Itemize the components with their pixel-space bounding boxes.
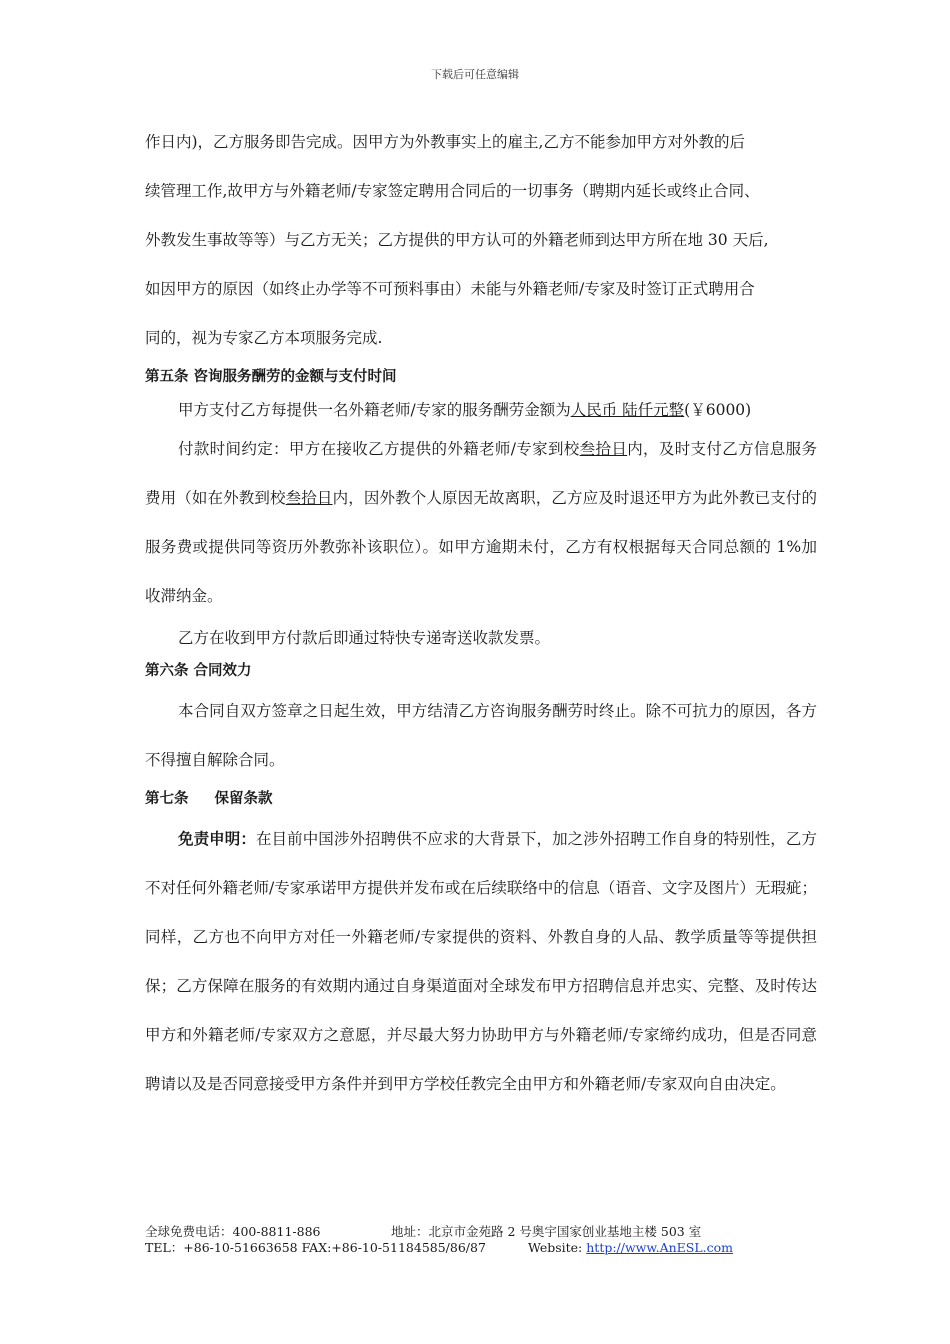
disclaimer-label: 免责申明： (178, 830, 256, 848)
line: 如因甲方的原因（如终止办学等不可预料事由）未能与外籍老师/专家及时签订正式聘用合 (145, 280, 755, 298)
invoice-paragraph: 乙方在收到甲方付款后即通过特快专递寄送收款发票。 (178, 629, 551, 647)
page-footer (145, 1224, 825, 1256)
footer-tel-fax: TEL：+86-10-51663658 FAX:+86-10-51184585/86/87 (145, 1240, 486, 1255)
paragraph-continued (145, 118, 817, 363)
document-body (145, 118, 817, 1109)
line: 外教发生事故等等）与乙方无关；乙方提供的甲方认可的外籍老师到达甲方所在地 30 天后, (145, 231, 769, 249)
payment-days: 叁拾日 (579, 440, 628, 458)
article-5-title: 第五条 咨询服务酬劳的金额与支付时间 (145, 369, 397, 385)
footer-website-link[interactable]: http://www.AnESL.com (586, 1240, 733, 1255)
payment-text: 付款时间约定：甲方在接收乙方提供的外籍老师/专家到校 (178, 440, 580, 458)
line: 作日内)，乙方服务即告完成。因甲方为外教事实上的雇主,乙方不能参加甲方对外教的后 (145, 133, 745, 151)
disclaimer-body: 在目前中国涉外招聘供不应求的大背景下，加之涉外招聘工作自身的特别性，乙方不对任何外籍老师/专家承诺甲方提供并发布或在后续联络中的信息（语音、文字及图片）无瑕疵；同样，乙方也不向甲方对任一外籍老师/专家提供的资料、外教自身的人品、教学质量等等提供担保；乙方保障在服务的有效期内通过自身渠道面对全球发布甲方招聘信息并忠实、完整、及时传达甲方和外籍老师/专家双方之意愿，并尽最大努力协助甲方与外籍老师/专家缔约成功，但是否同意聘请以及是否同意接受甲方条件并到甲方学校任教完全由甲方和外籍老师/专家双向自由决定。 (145, 830, 817, 1093)
contract-validity-paragraph: 本合同自双方签章之日起生效，甲方结清乙方咨询服务酬劳时终止。除不可抗力的原因，各方不得擅自解除合同。 (145, 702, 817, 769)
footer-phone: 全球免费电话：400-8811-886 (145, 1224, 321, 1239)
line: 续管理工作,故甲方与外籍老师/专家签定聘用合同后的一切事务（聘期内延长或终止合同、 (145, 182, 760, 200)
footer-website-label: Website: (528, 1240, 587, 1255)
page-header: 下载后可任意编辑 (431, 68, 519, 81)
payment-text: 内，及时支付乙方信息服务费用（如在外教到校 (145, 440, 817, 507)
payment-days-refund: 叁拾日 (285, 489, 333, 507)
article-7-name: 保留条款 (214, 791, 273, 807)
payment-terms-paragraph (145, 425, 817, 621)
fee-amount-paragraph (145, 395, 817, 425)
article-7-title (145, 789, 817, 809)
article-6-title: 第六条 合同效力 (145, 663, 252, 679)
footer-address: 地址：北京市金苑路 2 号奥宇国家创业基地主楼 503 室 (391, 1224, 702, 1239)
disclaimer-paragraph (145, 815, 817, 1109)
fee-amount-figure: (￥6000) (684, 401, 752, 419)
article-7-number: 第七条 (145, 791, 189, 807)
fee-amount-value: 人民币 陆仟元整 (570, 401, 685, 419)
fee-amount-text: 甲方支付乙方每提供一名外籍老师/专家的服务酬劳金额为 (178, 401, 571, 419)
line: 同的，视为专家乙方本项服务完成. (145, 329, 383, 347)
payment-text: 内，因外教个人原因无故离职，乙方应及时退还甲方为此外教已支付的服务费或提供同等资历外教弥补该职位）。如甲方逾期未付，乙方有权根据每天合同总额的 1%加收滞纳金。 (145, 489, 817, 605)
